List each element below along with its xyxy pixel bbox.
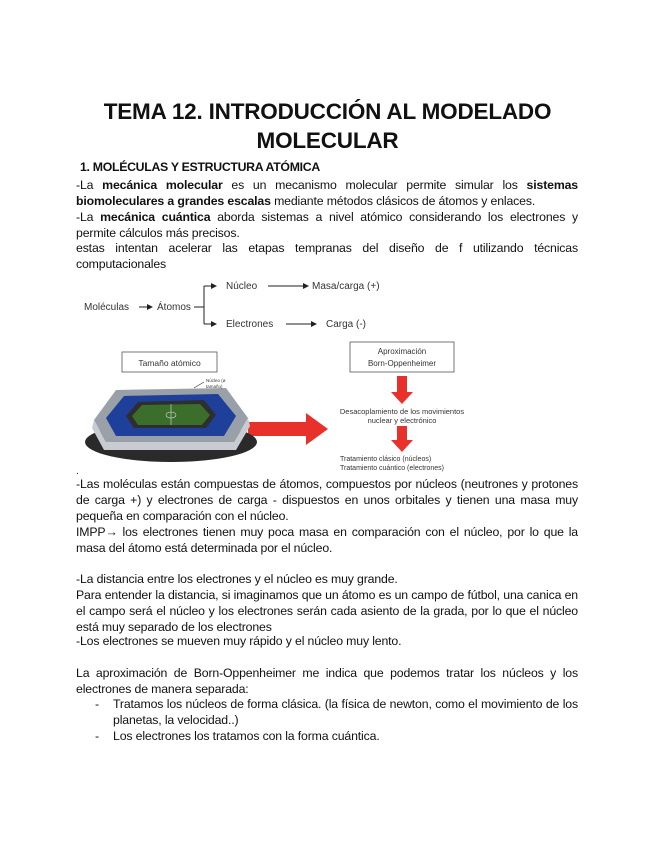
paragraph-velocidad: -Los electrones se mueven muy rápido y el núcleo muy lento.	[76, 634, 402, 648]
list-item-text: Los electrones los tratamos con la forma cuántica.	[113, 729, 380, 743]
text: -La	[76, 178, 103, 192]
bold-term: mecánica cuántica	[100, 210, 211, 224]
list-item-text: Tratamos los núcleos de forma clásica. (la física de newton, como el movimiento de los planetas, la velocidad..)	[113, 697, 578, 727]
down-arrow-icon	[391, 440, 413, 452]
label-electrones: Electrones	[226, 319, 274, 330]
label-moleculas: Moléculas	[84, 302, 130, 313]
stadium-image	[85, 382, 257, 462]
right-arrow-icon	[248, 422, 308, 436]
bold-term: sistemas biomoleculares a grandes escalas	[76, 178, 578, 208]
list-dash: -	[95, 729, 99, 743]
paragraph-campo-futbol: Para entender la distancia, si imaginamos que un átomo es un campo de fútbol, una canica en el campo será el núcleo y los electrones serán cada asiento de la grada, por lo que el núcleo está muy separado de los electrones	[76, 588, 578, 634]
title-line-2: MOLECULAR	[256, 128, 399, 153]
label-tratamiento-cuantico: Tratamiento cuántico (electrones)	[340, 465, 445, 472]
paragraph-tecnicas: estas intentan acelerar las etapas tempranas del diseño de f utilizando técnicas computacionales	[76, 241, 578, 271]
paragraph-born-oppenheimer: La aproximación de Born-Oppenheimer me indica que podemos tratar los núcleos y los electrones de manera separada:	[76, 666, 578, 696]
paragraph-impp: IMPP→ los electrones tienen muy poca masa en comparación con el núcleo, por lo que la masa del átomo está determinada por el núcleo.	[76, 525, 578, 555]
text: es un mecanismo molecular permite simular los	[222, 178, 527, 192]
stadium-label: Núcleo (ø	[206, 378, 226, 383]
label-desacoplamiento-2: nuclear y electrónico	[367, 416, 437, 425]
paragraph-mecanica-molecular	[76, 177, 578, 209]
label-carga: Carga (-)	[326, 319, 367, 330]
text: -La	[76, 210, 101, 224]
down-arrow-icon	[397, 376, 407, 394]
label-atomos: Átomos	[157, 302, 191, 313]
title-line-1: TEMA 12. INTRODUCCIÓN AL MODELADO	[103, 99, 552, 124]
label-nucleo: Núcleo	[226, 281, 258, 292]
label-born: Born-Oppenheimer	[367, 359, 437, 368]
text: aborda sistemas a nivel atómico considerando los electrones y permite cálculos más precisos.	[76, 210, 578, 240]
right-arrow-icon	[306, 413, 328, 445]
down-arrow-icon	[397, 426, 407, 442]
label-tamano: Tamaño atómico	[138, 358, 201, 368]
text: mediante métodos clásicos de átomos y enlaces.	[270, 194, 536, 208]
atom-diagram-figure	[76, 270, 506, 475]
stray-dot: .	[76, 466, 79, 477]
label-desacoplamiento-1: Desacoplamiento de los movimientos	[339, 407, 465, 416]
label-tratamiento-clasico: Tratamiento clásico (núcleos)	[340, 456, 432, 463]
page-title	[60, 97, 595, 155]
paragraph-moleculas: -Las moléculas están compuestas de átomos, compuestos por núcleos (neutrones y protones de carga +) y electrones de carga - dispuestos en unos orbitales y tienen una masa muy pequeña en comparación con el núcleo.	[76, 477, 578, 523]
paragraph-distancia: -La distancia entre los electrones y el núcleo es muy grande.	[76, 572, 398, 586]
label-aprox: Aproximación	[377, 347, 427, 356]
section-heading: 1. MOLÉCULAS Y ESTRUCTURA ATÓMICA	[80, 160, 320, 174]
stadium-label: tamaño)	[206, 384, 223, 389]
down-arrow-icon	[391, 392, 413, 404]
label-masa: Masa/carga (+)	[312, 281, 380, 292]
list-dash: -	[95, 697, 99, 711]
paragraph-mecanica-cuantica	[76, 209, 578, 241]
bold-term: mecánica molecular	[102, 178, 223, 192]
